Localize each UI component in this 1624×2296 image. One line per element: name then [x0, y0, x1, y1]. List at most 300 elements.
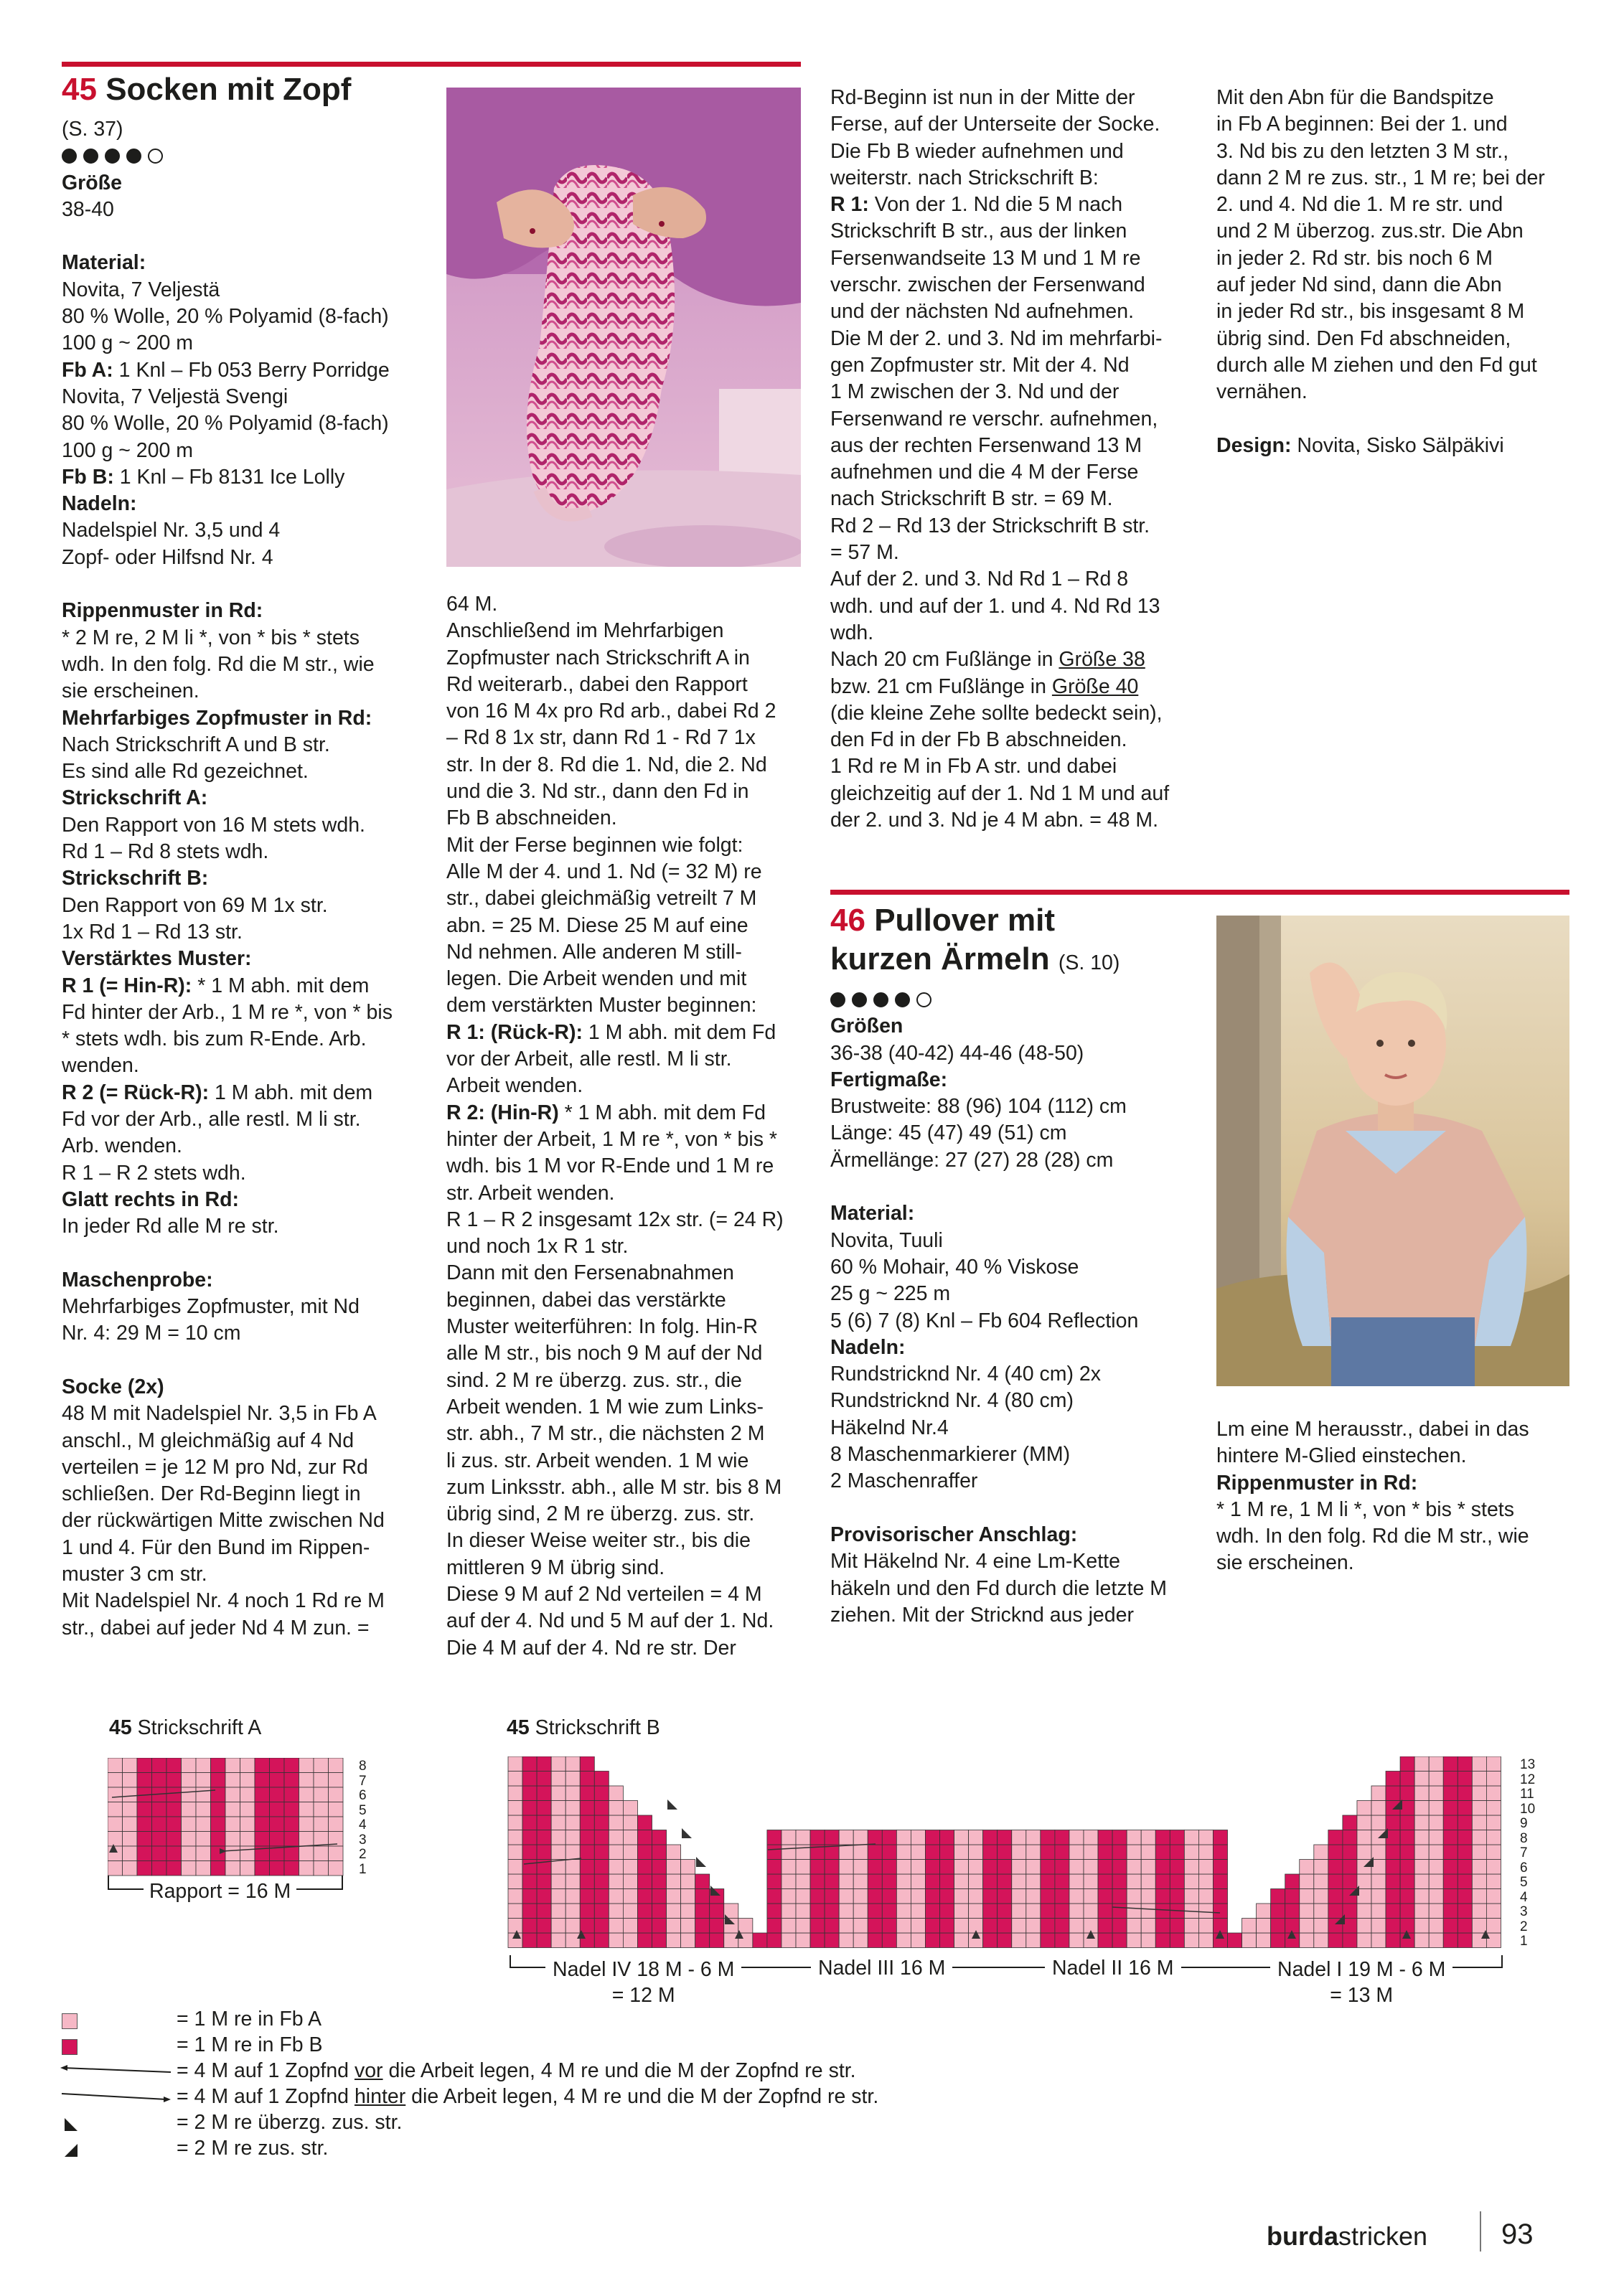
chart-b-cell: [537, 1933, 551, 1948]
chart-b-cell: [1314, 1845, 1328, 1860]
chart-b-cell: [1458, 1815, 1472, 1830]
chart-b-cell: [1414, 1845, 1429, 1860]
chart-b-cell: [1127, 1874, 1141, 1889]
chart-b-cell: [609, 1919, 623, 1934]
text-line: nach Strickschrift B str. = 69 M.: [830, 487, 1113, 511]
chart-b-cell: [1069, 1845, 1084, 1860]
text-line: Fd hinter der Arb., 1 M re *, von * bis: [62, 1000, 393, 1024]
chart-b-cell: [1429, 1933, 1443, 1948]
column-2: [446, 591, 784, 1662]
chart-b-cell: [580, 1919, 594, 1934]
chart-b-cell: [1400, 1919, 1414, 1934]
ssk-mark: [682, 1828, 692, 1838]
chart-b-cell: [839, 1889, 853, 1904]
chart-b-cell: [667, 1889, 681, 1904]
chart-b-cell: [637, 1904, 652, 1919]
chart-b-cell: [983, 1919, 998, 1934]
chart-b-cell: [1414, 1756, 1429, 1772]
chart-b-cell: [1170, 1830, 1184, 1845]
chart-a-cell: [284, 1758, 299, 1773]
text-line: wdh. In den folg. Rd die M str., wie: [62, 652, 375, 676]
chart-b-cell: [522, 1933, 537, 1948]
chart-b-cell: [1400, 1830, 1414, 1845]
text-line: str. Arbeit wenden.: [446, 1181, 615, 1205]
chart-b-cell: [1486, 1904, 1501, 1919]
text-line: vor der Arbeit, alle restl. M li str.: [446, 1048, 732, 1071]
text-line: Novita, Tuuli: [830, 1228, 943, 1252]
text-line: gleichzeitig auf der 1. Nd 1 M und auf: [830, 781, 1170, 805]
chart-b-cell: [767, 1904, 782, 1919]
chart-b-cell: [1026, 1860, 1041, 1875]
chart-b-cell: [839, 1845, 853, 1860]
chart-b-cell: [1443, 1815, 1458, 1830]
chart-b-cell: [954, 1874, 969, 1889]
text-line: R 1 – R 2 insgesamt 12x str. (= 24 R): [446, 1208, 784, 1231]
chart-b-cell: [911, 1845, 925, 1860]
chart-a-cell: [314, 1846, 329, 1861]
chart-b-cell: [782, 1874, 796, 1889]
text-line: 8 Maschenmarkierer (MM): [830, 1443, 1071, 1467]
chart-b-cell: [940, 1845, 954, 1860]
chart-b-cell: [522, 1815, 537, 1830]
chart-b-cell: [767, 1889, 782, 1904]
chart-b-cell: [825, 1830, 839, 1845]
text-line: wenden.: [62, 1054, 139, 1078]
chart-a-cell: [225, 1787, 240, 1802]
chart-b-cell: [1112, 1830, 1127, 1845]
chart-a-cell: [166, 1773, 182, 1788]
chart-b-cell: [565, 1772, 580, 1787]
socks-photo: [446, 88, 801, 567]
chart-b-cell: [767, 1933, 782, 1948]
chart-b-cell: [839, 1933, 853, 1948]
chart-b-cell: [695, 1919, 710, 1934]
chart-b-cell: [1155, 1845, 1170, 1860]
chart-b-cell: [911, 1874, 925, 1889]
chart-b-cell: [1486, 1933, 1501, 1948]
chart-b-cell: [1443, 1801, 1458, 1816]
text-line: legen. Die Arbeit wenden und mit: [446, 967, 747, 991]
chart-b-cell: [1400, 1889, 1414, 1904]
chart-b-cell: [1328, 1830, 1343, 1845]
footer-divider: [1480, 2211, 1481, 2252]
text-line: Diese 9 M auf 2 Nd verteilen = 4 M: [446, 1582, 762, 1606]
chart-a-cell: [211, 1861, 226, 1876]
text-line: wdh. und auf der 1. und 4. Nd Rd 13: [830, 594, 1160, 618]
text-line: Novita, 7 Veljestä Svengi: [62, 385, 288, 408]
chart-b-cell: [1141, 1889, 1155, 1904]
text-line: Arbeit wenden. 1 M wie zum Links-: [446, 1395, 764, 1418]
chart-b-cell: [767, 1860, 782, 1875]
text-line: sie erscheinen.: [62, 679, 200, 703]
chart-b-cell: [896, 1919, 911, 1934]
chart-b-cell: [508, 1772, 522, 1787]
chart-a-cell: [270, 1758, 285, 1773]
text-line: gen Zopfmuster str. Mit der 4. Nd: [830, 353, 1130, 377]
chart-b-cell: [565, 1756, 580, 1772]
chart-b-cell: [508, 1860, 522, 1875]
chart-a-cell: [314, 1817, 329, 1832]
chart-a-cell: [314, 1787, 329, 1802]
text-line: in Fb A beginnen: Bei der 1. und: [1216, 113, 1508, 136]
chart-b-cell: [1314, 1874, 1328, 1889]
chart-b-cell: [1400, 1756, 1414, 1772]
chart-a-cell: [284, 1861, 299, 1876]
chart-a-cell: [166, 1817, 182, 1832]
chart-b-cell: [522, 1801, 537, 1816]
chart-b-cell: [1271, 1904, 1285, 1919]
chart-b-cell: [868, 1889, 882, 1904]
chart-b-cell: [925, 1889, 939, 1904]
chart-b-cell: [1184, 1889, 1198, 1904]
chart-b-cell: [998, 1933, 1012, 1948]
chart-b-cell: [1084, 1830, 1098, 1845]
text-line: * 1 M re, 1 M li *, von * bis * stets: [1216, 1497, 1514, 1521]
text-line: Muster weiterführen: In folg. Hin-R: [446, 1315, 758, 1339]
chart-b-cell: [710, 1904, 724, 1919]
chart-b-cell: [522, 1786, 537, 1801]
chart-b-cell: [839, 1919, 853, 1934]
chart-b-cell: [1486, 1786, 1501, 1801]
chart-b-cell: [1486, 1845, 1501, 1860]
chart-b-cell: [609, 1801, 623, 1816]
chart-b-cell: [896, 1933, 911, 1948]
ssk-mark: [696, 1857, 706, 1867]
heading: Provisorischer Anschlag:: [830, 1523, 1078, 1546]
chart-b-cell: [1127, 1845, 1141, 1860]
chart-b-cell: [1343, 1845, 1357, 1860]
chart-b-cell: [565, 1786, 580, 1801]
chart-b-cell: [998, 1874, 1012, 1889]
chart-b-cell: [1472, 1772, 1486, 1787]
chart-b-cell: [609, 1830, 623, 1845]
k2tog-icon: [63, 2142, 79, 2158]
text-line: R 1: Von der 1. Nd die 5 M nach: [830, 193, 1123, 217]
chart-a-cell: [182, 1832, 197, 1847]
text-line: 80 % Wolle, 20 % Polyamid (8-fach): [62, 412, 389, 436]
chart-b-cell: [637, 1845, 652, 1860]
chart-b-cell: [1112, 1845, 1127, 1860]
chart-b-cell: [1198, 1874, 1213, 1889]
ssk-mark: [667, 1799, 677, 1810]
chart-b-cell: [954, 1860, 969, 1875]
chart-b-cell: [1098, 1933, 1112, 1948]
chart-b-cell: [998, 1919, 1012, 1934]
chart-a-cell: [225, 1773, 240, 1788]
chart-a-cell: [299, 1861, 314, 1876]
section-46-column-left: [830, 987, 1167, 1629]
chart-b-cell: [796, 1845, 810, 1860]
text-line: Mit Nadelspiel Nr. 4 noch 1 Rd re M: [62, 1589, 385, 1613]
chart-b-cell: [551, 1756, 565, 1772]
chart-b-cell: [1443, 1874, 1458, 1889]
chart-b-cell: [1414, 1889, 1429, 1904]
chart-b-cell: [882, 1904, 896, 1919]
chart-b-cell: [551, 1919, 565, 1934]
chart-b-cell: [1443, 1756, 1458, 1772]
chart-b-cell: [623, 1933, 637, 1948]
chart-b-cell: [1155, 1860, 1170, 1875]
chart-b-cell: [782, 1889, 796, 1904]
chart-b-cell: [637, 1815, 652, 1830]
chart-a-cell: [270, 1832, 285, 1847]
chart-a-cell: [211, 1817, 226, 1832]
chart-b-cell: [853, 1904, 868, 1919]
chart-b-cell: [537, 1904, 551, 1919]
chart-b-cell: [954, 1933, 969, 1948]
text-line: durch alle M ziehen und den Fd gut: [1216, 353, 1537, 377]
row-number: 5: [359, 1802, 367, 1818]
chart-a-cell: [123, 1787, 138, 1802]
chart-b-cell: [1458, 1904, 1472, 1919]
chart-b-cell: [667, 1845, 681, 1860]
heading: Maschenprobe:: [62, 1268, 213, 1292]
chart-b-cell: [1400, 1874, 1414, 1889]
chart-b-cell: [1472, 1845, 1486, 1860]
chart-b-cell: [681, 1933, 695, 1948]
chart-b-cell: [796, 1860, 810, 1875]
chart-b-cell: [1343, 1874, 1357, 1889]
chart-b-cell: [896, 1904, 911, 1919]
chart-b-cell: [853, 1933, 868, 1948]
chart-b-cell: [896, 1830, 911, 1845]
row-number: 1: [1520, 1934, 1528, 1949]
chart-b-row-numbers: [1520, 1758, 1541, 1949]
section-46-header: [830, 901, 1120, 982]
chart-b-cell: [667, 1933, 681, 1948]
text-line: in jeder Rd str., bis insgesamt 8 M: [1216, 300, 1525, 324]
chart-b-cell: [1026, 1933, 1041, 1948]
text-line: li zus. str. Arbeit wenden. 1 M wie: [446, 1449, 749, 1472]
chart-a-cell: [240, 1802, 255, 1817]
chart-a-cell: [182, 1817, 197, 1832]
text-line: häkeln und den Fd durch die letzte M: [830, 1576, 1167, 1600]
chart-b-cell: [1257, 1933, 1271, 1948]
chart-b-cell: [1343, 1830, 1357, 1845]
chart-b-cell: [652, 1933, 667, 1948]
chart-b-cell: [522, 1772, 537, 1787]
needle-2-label: Nadel II 16 M: [1045, 1957, 1181, 1980]
chart-b-cell: [925, 1830, 939, 1845]
chart-a-cell: [166, 1861, 182, 1876]
chart-a-cell: [255, 1758, 270, 1773]
chart-a-cell: [137, 1817, 152, 1832]
chart-b-cell: [925, 1860, 939, 1875]
chart-b-cell: [1486, 1756, 1501, 1772]
page-number: 93: [1501, 2219, 1534, 2250]
chart-b-cell: [1213, 1904, 1227, 1919]
chart-b-cell: [896, 1874, 911, 1889]
row-number: 11: [1520, 1787, 1534, 1802]
chart-b-cell: [637, 1874, 652, 1889]
chart-b-cell: [1141, 1860, 1155, 1875]
chart-b-cell: [551, 1786, 565, 1801]
chart-b-cell: [537, 1801, 551, 1816]
heading: Strickschrift A:: [62, 786, 208, 810]
chart-b-cell: [810, 1919, 825, 1934]
chart-b-cell: [1414, 1919, 1429, 1934]
chart-b-cell: [652, 1874, 667, 1889]
row-number: 13: [1520, 1757, 1536, 1772]
chart-b-cell: [1098, 1919, 1112, 1934]
chart-a-cell: [196, 1861, 211, 1876]
chart-b-cell: [983, 1830, 998, 1845]
chart-b-cell: [565, 1845, 580, 1860]
chart-b-cell: [810, 1874, 825, 1889]
chart-b-cell: [1170, 1845, 1184, 1860]
row-number: 5: [1520, 1875, 1528, 1890]
chart-a-cell: [123, 1802, 138, 1817]
text-line: In dieser Weise weiter str., bis die: [446, 1529, 751, 1553]
chart-b-cell: [1213, 1830, 1227, 1845]
chart-a-cell: [137, 1861, 152, 1876]
chart-b-cell: [551, 1889, 565, 1904]
row-number: 2: [1520, 1919, 1528, 1934]
chart-b-cell: [508, 1815, 522, 1830]
chart-b-cell: [767, 1919, 782, 1934]
row-number: 4: [359, 1817, 367, 1832]
chart-a-cell: [182, 1758, 197, 1773]
chart-b-cell: [882, 1830, 896, 1845]
chart-b-cell: [983, 1845, 998, 1860]
text-line: Arb. wenden.: [62, 1134, 182, 1158]
chart-b-cell: [998, 1904, 1012, 1919]
text-line: verteilen = je 12 M pro Nd, zur Rd: [62, 1455, 368, 1479]
chart-b-cell: [954, 1845, 969, 1860]
chart-b-cell: [1112, 1904, 1127, 1919]
text-line: ziehen. Mit der Stricknd aus jeder: [830, 1603, 1134, 1627]
chart-b-cell: [1458, 1830, 1472, 1845]
chart-b-cell: [853, 1874, 868, 1889]
chart-a-cell: [240, 1758, 255, 1773]
text-line: Die 4 M auf der 4. Nd re str. Der: [446, 1636, 736, 1660]
chart-b-cell: [1429, 1860, 1443, 1875]
chart-b-cell: [1198, 1889, 1213, 1904]
chart-b-cell: [1141, 1904, 1155, 1919]
chart-b-cell: [853, 1860, 868, 1875]
chart-b-cell: [1271, 1933, 1285, 1948]
chart-b-cell: [782, 1919, 796, 1934]
pattern-title-line2: kurzen Ärmeln: [830, 941, 1050, 977]
chart-b-cell: [1026, 1889, 1041, 1904]
chart-a-cell: [284, 1832, 299, 1847]
section-45-header: [62, 70, 351, 109]
text-line: Fb A: 1 Knl – Fb 053 Berry Porridge: [62, 358, 390, 382]
chart-b-cell: [623, 1860, 637, 1875]
chart-b-cell: [1314, 1933, 1328, 1948]
chart-b-cell: [1055, 1874, 1069, 1889]
text-line: Rd weiterarb., dabei den Rapport: [446, 672, 748, 696]
chart-b-cell: [1184, 1845, 1198, 1860]
chart-a-cell: [211, 1802, 226, 1817]
chart-b-cell: [594, 1801, 609, 1816]
text-line: vernähen.: [1216, 380, 1308, 404]
chart-b-cell: [810, 1830, 825, 1845]
chart-b-cell: [1198, 1845, 1213, 1860]
chart-b-cell: [1112, 1874, 1127, 1889]
text-line: wdh. bis 1 M vor R-Ende und 1 M re: [446, 1154, 774, 1178]
chart-b-cell: [1041, 1860, 1055, 1875]
chart-b-cell: [1271, 1889, 1285, 1904]
chart-b-cell: [1314, 1860, 1328, 1875]
chart-b-cell: [667, 1874, 681, 1889]
legend-fb-a: = 1 M re in Fb A: [177, 2008, 321, 2031]
chart-b-cell: [954, 1919, 969, 1934]
chart-b-cell: [767, 1874, 782, 1889]
chart-b-cell: [1314, 1919, 1328, 1934]
chart-b-cell: [1343, 1933, 1357, 1948]
text-line: Fersenwandseite 13 M und 1 M re: [830, 246, 1141, 270]
chart-b-cell: [1098, 1904, 1112, 1919]
text-line: str., dabei auf jeder Nd 4 M zun. =: [62, 1616, 370, 1639]
chart-b-cell: [1386, 1815, 1400, 1830]
chart-b-cell: [1112, 1860, 1127, 1875]
chart-b-cell: [1300, 1860, 1314, 1875]
chart-b-cell: [1184, 1919, 1198, 1934]
chart-b-cell: [1012, 1874, 1026, 1889]
chart-b-cell: [1242, 1933, 1257, 1948]
chart-b-cell: [839, 1860, 853, 1875]
text-line: und die 3. Nd str., dann den Fd in: [446, 780, 749, 804]
chart-b-cell: [810, 1904, 825, 1919]
chart-b-cell: [940, 1830, 954, 1845]
text-line: anschl., M gleichmäßig auf 4 Nd: [62, 1429, 355, 1452]
text-line: Es sind alle Rd gezeichnet.: [62, 760, 309, 784]
pullover-photo: [1216, 916, 1569, 1386]
text-line: Nach 20 cm Fußlänge in Größe 38: [830, 648, 1145, 672]
needle-1-label: [1270, 1957, 1452, 2008]
chart-b-cell: [998, 1845, 1012, 1860]
chart-b-cell: [508, 1919, 522, 1934]
row-number: 9: [1520, 1816, 1528, 1831]
chart-a-cell: [299, 1846, 314, 1861]
chart-a-cell: [123, 1832, 138, 1847]
text-line: Nadelspiel Nr. 3,5 und 4: [62, 519, 281, 542]
chart-b-cell: [1285, 1919, 1300, 1934]
chart-b-cell: [1458, 1845, 1472, 1860]
chart-a-cell: [284, 1817, 299, 1832]
chart-b-cell: [1414, 1874, 1429, 1889]
chart-b-cell: [896, 1860, 911, 1875]
chart-b-cell: [1055, 1830, 1069, 1845]
chart-b-cell: [925, 1845, 939, 1860]
chart-b-cell: [594, 1786, 609, 1801]
chart-a-cell: [108, 1861, 123, 1876]
chart-b-cell: [1084, 1845, 1098, 1860]
chart-b-cell: [911, 1860, 925, 1875]
chart-b-cell: [1127, 1933, 1141, 1948]
chart-b-cell: [1400, 1786, 1414, 1801]
chart-b-cell: [1257, 1919, 1271, 1934]
column-3: [830, 85, 1169, 834]
chart-b-cell: [796, 1919, 810, 1934]
chart-b-cell: [594, 1830, 609, 1845]
chart-a-cell: [152, 1861, 167, 1876]
chart-b-cell: [782, 1933, 796, 1948]
chart-b-cell: [508, 1874, 522, 1889]
chart-b-cell: [1127, 1919, 1141, 1934]
chart-b-cell: [537, 1772, 551, 1787]
chart-b-cell: [1041, 1904, 1055, 1919]
chart-b-cell: [782, 1860, 796, 1875]
chart-b-cell: [537, 1889, 551, 1904]
chart-b-cell: [637, 1830, 652, 1845]
text-line: R 2 (= Rück-R): 1 M abh. mit dem: [62, 1081, 373, 1104]
chart-b-cell: [652, 1904, 667, 1919]
chart-b-cell: [1141, 1830, 1155, 1845]
text-line: beginnen, dabei das verstärkte: [446, 1288, 726, 1312]
chart-b-cell: [695, 1904, 710, 1919]
